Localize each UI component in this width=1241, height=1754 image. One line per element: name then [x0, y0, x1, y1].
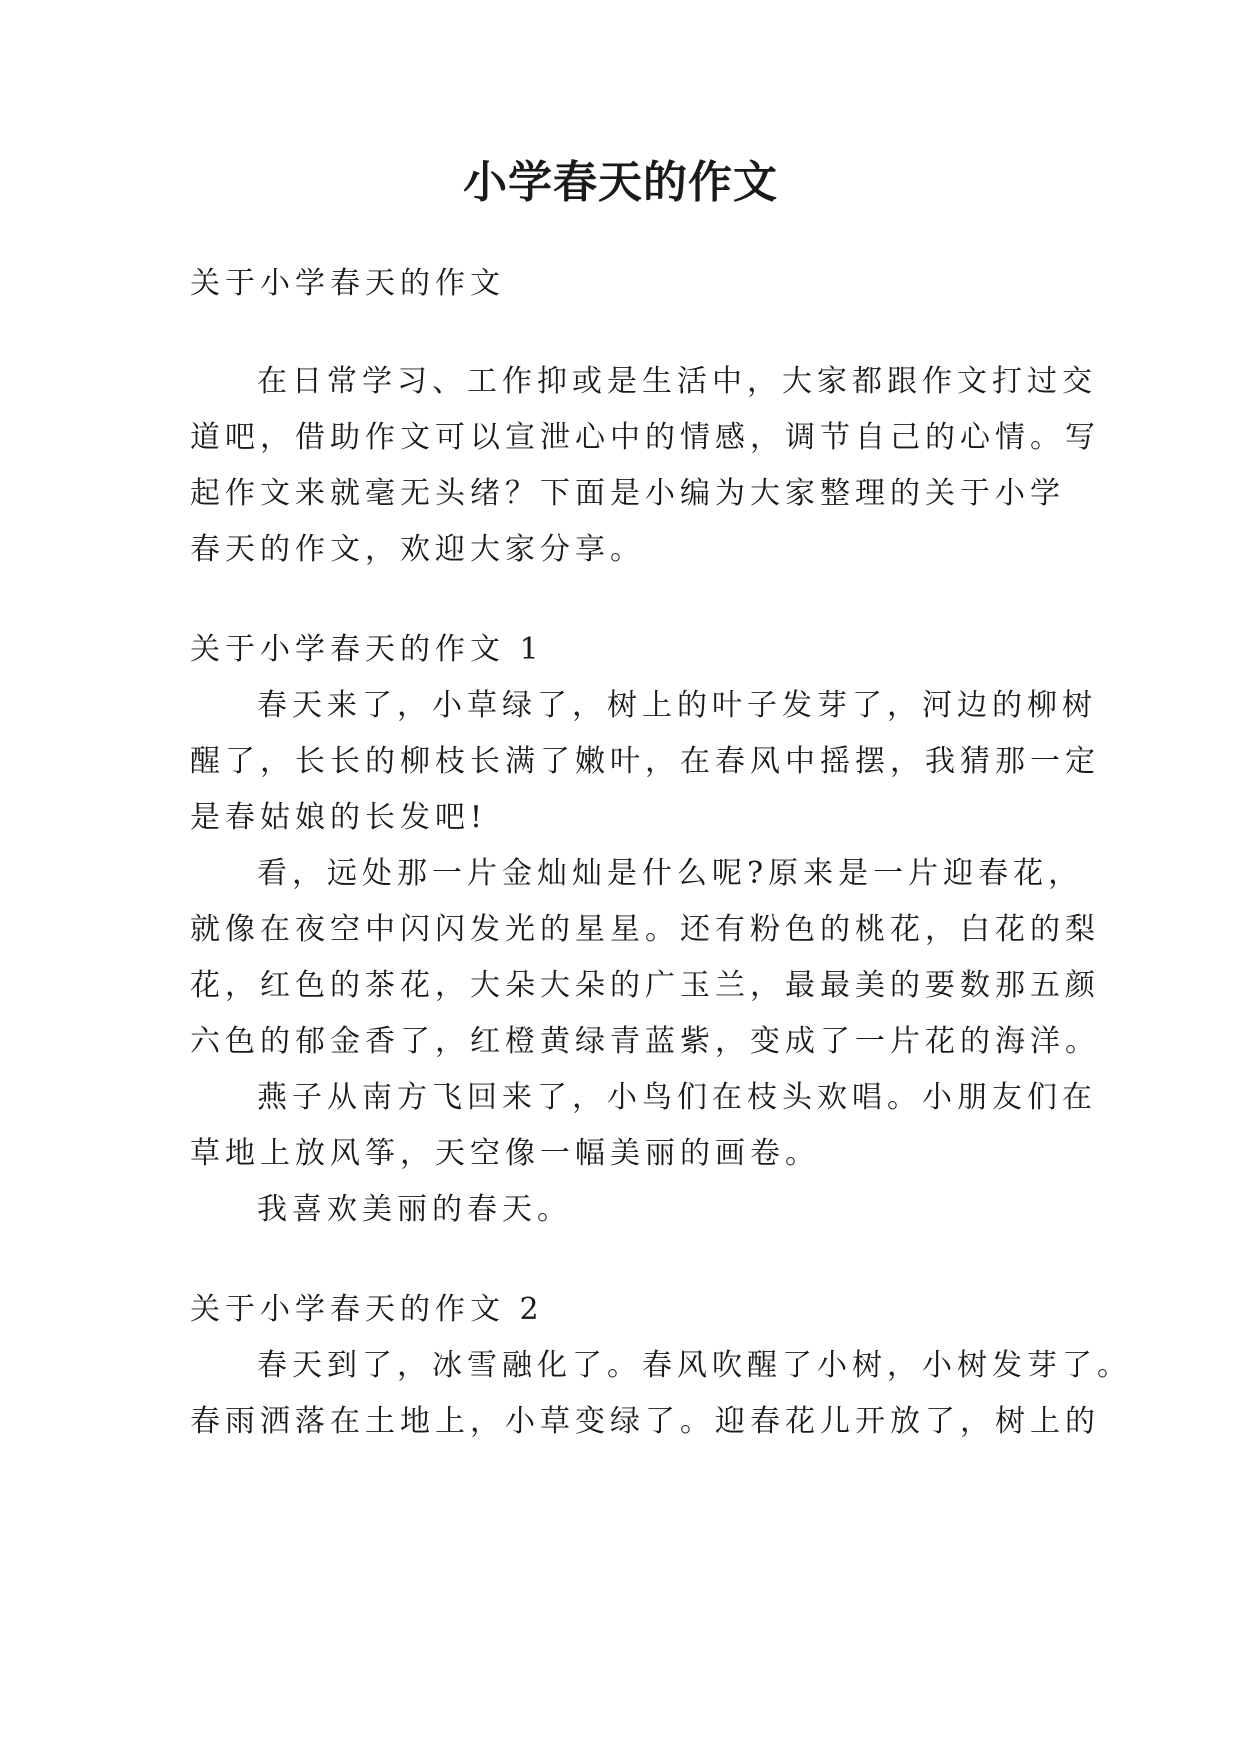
essay1-line: 醒了，长长的柳枝长满了嫩叶，在春风中摇摆，我猜那一定	[190, 744, 1100, 779]
document-subtitle: 关于小学春天的作文	[190, 266, 505, 301]
essay1-line: 是春姑娘的长发吧!	[190, 800, 488, 835]
document-title: 小学春天的作文	[463, 157, 778, 208]
essay1-line: 六色的郁金香了，红橙黄绿青蓝紫，变成了一片花的海洋。	[190, 1024, 1100, 1059]
essay1-line: 我喜欢美丽的春天。	[257, 1192, 572, 1227]
essay1-line: 看，远处那一片金灿灿是什么呢?原来是一片迎春花，	[257, 856, 1084, 891]
essay2-line: 春雨洒落在土地上，小草变绿了。迎春花儿开放了，树上的	[190, 1404, 1100, 1439]
intro-line: 道吧，借助作文可以宣泄心中的情感，调节自己的心情。写	[190, 420, 1100, 455]
essay1-line: 草地上放风筝，天空像一幅美丽的画卷。	[190, 1136, 820, 1171]
document-body	[190, 0, 1132, 1754]
intro-line: 在日常学习、工作抑或是生活中，大家都跟作文打过交	[257, 364, 1097, 399]
essay1-heading: 关于小学春天的作文 1	[190, 632, 544, 667]
essay2-line: 春天到了，冰雪融化了。春风吹醒了小树，小树发芽了。	[257, 1348, 1132, 1383]
essay1-line: 燕子从南方飞回来了，小鸟们在枝头欢唱。小朋友们在	[257, 1080, 1097, 1115]
intro-line: 起作文来就毫无头绪？下面是小编为大家整理的关于小学	[190, 476, 1065, 511]
essay1-line: 花，红色的茶花，大朵大朵的广玉兰，最最美的要数那五颜	[190, 968, 1100, 1003]
essay1-line: 就像在夜空中闪闪发光的星星。还有粉色的桃花，白花的梨	[190, 912, 1100, 947]
essay2-heading: 关于小学春天的作文 2	[190, 1292, 544, 1327]
essay1-line: 春天来了，小草绿了，树上的叶子发芽了，河边的柳树	[257, 688, 1097, 723]
intro-line: 春天的作文，欢迎大家分享。	[190, 532, 645, 567]
